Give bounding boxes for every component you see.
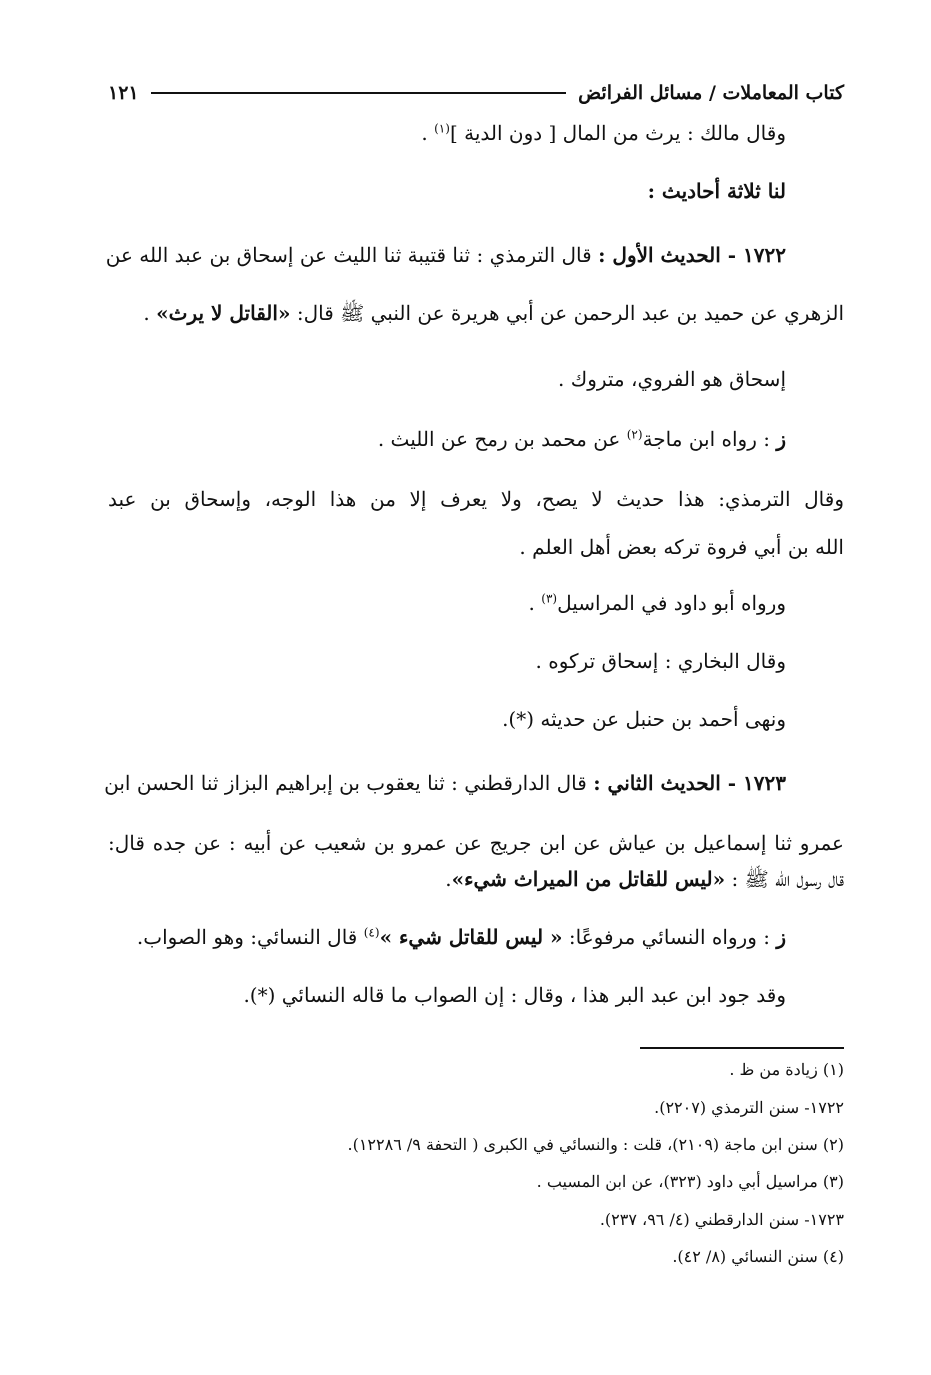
text-span: عن محمد بن رمح عن الليث . bbox=[377, 427, 627, 451]
footnote-3: (٣) مراسيل أبي داود (٣٢٣)، عن ابن المسيب . bbox=[536, 1172, 844, 1191]
text-span: قال الدارقطني : ثنا يعقوب بن إبراهيم البزاز ثنا الحسن ابن bbox=[104, 771, 594, 795]
footnote-4: (٤) سنن النسائي (٨/ ٤٢). bbox=[672, 1247, 844, 1266]
page-number: ١٢١ bbox=[108, 82, 139, 104]
footnote-1: (١) زيادة من ظ . bbox=[729, 1060, 844, 1079]
text-line-15 bbox=[136, 922, 786, 952]
text-line-11: ونهى أحمد بن حنبل عن حديثه (*). bbox=[502, 707, 786, 731]
footnote-ref: (٢) bbox=[626, 427, 643, 442]
hadith-1723-line-3 bbox=[108, 864, 844, 894]
hadith-number: ١٧٢٢ - الحديث الأول : bbox=[598, 243, 786, 267]
chapter-title: كتاب المعاملات / مسائل الفرائض bbox=[578, 82, 844, 104]
hadith-1722-line-2 bbox=[108, 298, 844, 328]
text-span: الزهري عن حميد بن عبد الرحمن عن أبي هريرة عن النبي ﷺ قال: bbox=[290, 301, 844, 325]
text-line-9 bbox=[108, 588, 786, 618]
hadith-number: ١٧٢٣ - الحديث الثاني : bbox=[593, 771, 786, 795]
text-span: قال الترمذي : ثنا قتيبة ثنا الليث عن إسحاق بن عبد الله عن bbox=[105, 243, 599, 267]
hadith-quote: «ليس للقاتل من الميراث شيء» bbox=[451, 867, 726, 891]
text-span: : رواه ابن ماجة bbox=[642, 427, 777, 451]
hadith-1723-line-2: عمرو ثنا إسماعيل بن عياش عن ابن جريج عن عمرو بن شعيب عن أبيه : عن جده قال: bbox=[108, 831, 844, 855]
hadith-quote: «القاتل لا يرث» bbox=[156, 301, 291, 325]
footnote-1723: ١٧٢٣- سنن الدارقطني (٤/ ٩٦، ٢٣٧). bbox=[599, 1210, 844, 1229]
text-line-5: إسحاق هو الفروي، متروك . bbox=[558, 367, 786, 391]
text-span: : ورواه النسائي مرفوعًا: bbox=[562, 925, 777, 949]
hadith-quote: « ليس للقاتل شيء » bbox=[379, 925, 563, 949]
footnote-1722: ١٧٢٢- سنن الترمذي (٢٢٠٧). bbox=[654, 1098, 844, 1117]
zay-mark: ز bbox=[776, 427, 786, 451]
text-line-1 bbox=[108, 118, 786, 148]
footnote-ref: (٣) bbox=[541, 591, 558, 606]
header-rule bbox=[151, 92, 567, 94]
text-line-7: وقال الترمذي: هذا حديث لا يصح، ولا يعرف إلا من هذا الوجه، وإسحاق بن عبد bbox=[108, 487, 844, 511]
text-line-16: وقد جود ابن عبد البر هذا ، وقال : إن الصواب ما قاله النسائي (*). bbox=[243, 983, 786, 1007]
text-span: ورواه أبو داود في المراسيل bbox=[557, 591, 786, 615]
text-span: . bbox=[143, 301, 157, 325]
footnote-ref: (٤) bbox=[363, 925, 380, 940]
text-span: . bbox=[421, 121, 435, 145]
running-header bbox=[108, 76, 844, 110]
hadith-1723-line-1 bbox=[104, 768, 786, 798]
text-span: قال النسائي: وهو الصواب. bbox=[136, 925, 364, 949]
text-line-6 bbox=[108, 424, 786, 454]
text-span: قال رسول الله ﷺ : bbox=[725, 867, 844, 891]
footnote-ref: (١) bbox=[434, 121, 450, 136]
section-heading bbox=[108, 176, 786, 206]
text-line-8: الله بن أبي فروة تركه بعض أهل العلم . bbox=[519, 535, 844, 559]
hadith-1722-line-1 bbox=[105, 240, 786, 270]
zay-mark: ز bbox=[776, 925, 786, 949]
footnote-2: (٢) سنن ابن ماجة (٢١٠٩)، قلت : والنسائي في الكبرى ( التحفة ٩/ ١٢٢٨٦). bbox=[347, 1135, 844, 1154]
heading-text: لنا ثلاثة أحاديث : bbox=[647, 179, 786, 203]
text-line-10: وقال البخاري : إسحاق تركوه . bbox=[535, 649, 786, 673]
text-span: . bbox=[445, 867, 452, 891]
footnote-separator bbox=[640, 1047, 844, 1049]
text-span: وقال مالك : يرث من المال [ دون الدية ] bbox=[449, 121, 786, 145]
text-span: . bbox=[528, 591, 542, 615]
